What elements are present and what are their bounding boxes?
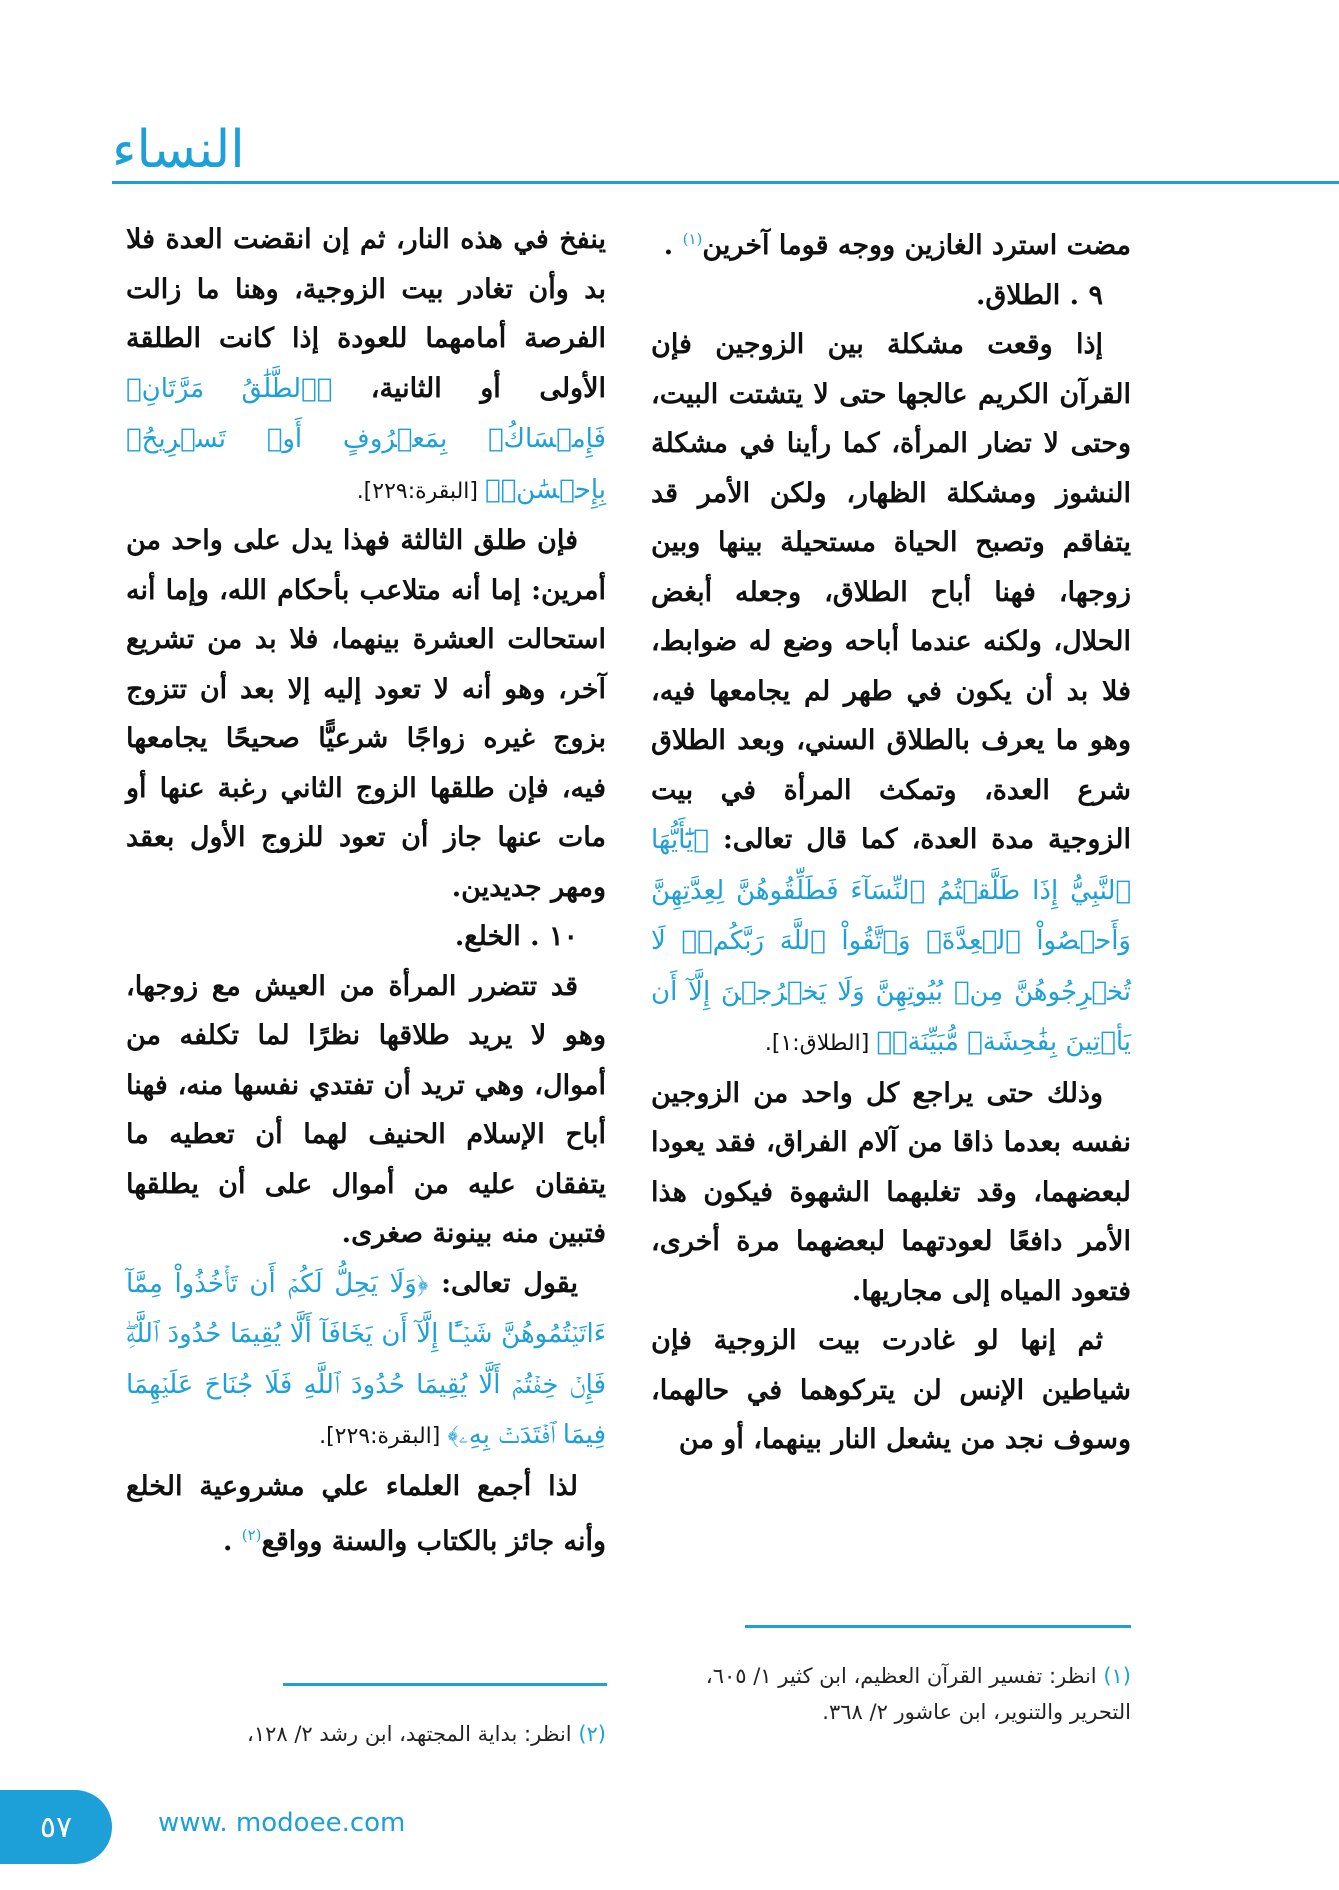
quran-verse: ﴿وَلَا يَحِلُّ لَكُمۡ أَن تَأۡخُذُواْ مِمَّآ ءَاتَيۡتُمُوهُنَّ شَيۡـًٔا إِلَّآ أَن يَخَافَآ أَلَّا يُقِيمَا حُدُودَ ٱللَّهِۖ فَإِنۡ خِفۡتُمۡ أَلَّا يُقِيمَا حُدُودَ ٱللَّهِ فَلَا جُنَاحَ عَلَيۡهِمَا فِيمَا ٱفۡتَدَتۡ بِهِۦ﴾ — [126, 1268, 606, 1450]
paragraph: قد تتضرر المرأة من العيش مع زوجها، وهو لا يريد طلاقها نظرًا لما تكلفه من أموال، وهي تريد أن تفتدي نفسها منه، فهنا أباح الإسلام الحنيف لهما أن تعطيه ما يتفقان عليه من أموال على أن يطلقها فتبين منه بينونة صغرى. — [126, 970, 606, 1249]
section-heading-khul: ١٠ . الخلع. — [454, 921, 578, 952]
paragraph-text: إذا وقعت مشكلة بين الزوجين فإن القرآن الكريم عالجها حتى لا يتشتت البيت، وحتى لا تضار المرأة، كما رأينا في مشكلة النشوز ومشكلة الظهار، ولكن الأمر قد يتفاقم وتصبح الحياة مستحيلة بينها وبين زوجها، فهنا أباح الطلاق، وجعله أبغض الحلال، ولكنه عندما أباحه وضع له ضوابط، فلا بد أن يكون في طهر لم يجامعها فيه، وهو ما يعرف بالطلاق السني، وبعد الطلاق شرع العدة، وتمكث المرأة في بيت الزوجية مدة العدة، كما قال تعالى: — [651, 329, 1131, 855]
footnote-text: انظر: تفسير القرآن العظيم، ابن كثير ١/ ٦٠٥، التحرير والتنوير، ابن عاشور ٢/ ٣٦٨. — [705, 1664, 1131, 1724]
quran-verse: ﴿يَٰٓأَيُّهَا ٱلنَّبِيُّ إِذَا طَلَّقۡتُمُ ٱلنِّسَآءَ فَطَلِّقُوهُنَّ لِعِدَّتِهِنَّ وَأَحۡصُواْ ٱلۡعِدَّةَۖ وَٱتَّقُواْ ٱللَّهَ رَبَّكُمۡۖ لَا تُخۡرِجُوهُنَّ مِنۢ بُيُوتِهِنَّ وَلَا يَخۡرُجۡنَ إِلَّآ أَن يَأۡتِينَ بِفَٰحِشَةٖ مُّبَيِّنَةٖ﴾ — [651, 825, 1131, 1057]
paragraph: ثم إنها لو غادرت بيت الزوجية فإن شياطين الإنس لن يتركوهما في حالهما، وسوف نجد من يشعل النار بينهما، أو من — [651, 1325, 1131, 1455]
paragraph — [126, 215, 606, 516]
footnote-ref-2[interactable]: (٢) — [241, 1526, 262, 1544]
paragraph-text: لذا أجمع العلماء علي مشروعية الخلع وأنه جائز بالكتاب والسنة وواقع — [126, 1470, 606, 1557]
paragraph-end: . — [663, 230, 683, 261]
paragraph: فإن طلق الثالثة فهذا يدل على واحد من أمرين: إما أنه متلاعب بأحكام الله، وإما أنه استحالت العشرة بينهما، فلا بد من تشريع آخر، وهو أنه لا تعود إليه إلا بعد أن تتزوج بزوج غيره زواجًا شرعيًّا صحيحًا يجامعها فيه، فإن طلقها الزوج الثاني رغبة عنها أو مات عنها جاز أن تعود للزوج الأول بعقد ومهر جديدين. — [126, 525, 606, 903]
footnote-divider — [745, 1625, 1131, 1628]
footnote-2 — [126, 1716, 606, 1752]
quran-verse: ﴿ٱلطَّلَٰقُ مَرَّتَانِۖ فَإِمۡسَاكُۢ بِمَعۡرُوفٍ أَوۡ تَسۡرِيحُۢ بِإِحۡسَٰنٖ﴾ — [126, 373, 606, 505]
footnote-divider — [283, 1683, 607, 1686]
verse-reference: [البقرة:٢٢٩]. — [319, 1424, 448, 1449]
header-divider — [112, 181, 1339, 184]
paragraph — [126, 1462, 606, 1567]
website-link[interactable]: www. modoee.com — [158, 1808, 406, 1838]
paragraph-text: ينفخ في هذه النار، ثم إن انقضت العدة فلا بد وأن تغادر بيت الزوجية، وهنا ما زالت الفرصة أمامهما للعودة إذا كانت الطلقة الأولى أو الثانية، — [126, 224, 606, 404]
verse-reference: [البقرة:٢٢٩]. — [356, 478, 485, 504]
footnote-number: (١) — [1103, 1664, 1131, 1688]
footnote-ref-1[interactable]: (١) — [682, 230, 703, 248]
paragraph: وذلك حتى يراجع كل واحد من الزوجين نفسه بعدما ذاقا من آلام الفراق، فقد يعودا لبعضهما، وقد تغلبهما الشهوة فيكون هذا الأمر دافعًا لعودتهما لبعضهما مرة أخرى، فتعود المياه إلى مجاريها. — [651, 1077, 1131, 1307]
paragraph-text: مضت استرد الغازين ووجه قوما آخرين — [702, 230, 1131, 261]
page-number: ٥٧ — [0, 1790, 112, 1864]
left-column — [126, 215, 606, 1567]
paragraph — [651, 320, 1131, 1069]
footnote-number: (٢) — [578, 1722, 606, 1746]
paragraph-text: يقول تعالى: — [428, 1267, 578, 1299]
chapter-title: النساء — [112, 120, 245, 180]
section-heading-talaq: ٩ . الطلاق. — [975, 279, 1103, 311]
right-column — [651, 215, 1131, 1465]
footnote-text: انظر: بداية المجتهد، ابن رشد ٢/ ١٢٨، — [247, 1722, 579, 1746]
paragraph-end: . — [222, 1526, 242, 1557]
footnote-1 — [651, 1658, 1131, 1730]
verse-reference: [الطلاق:١]. — [764, 1031, 877, 1056]
paragraph — [126, 1259, 606, 1462]
paragraph — [651, 215, 1131, 271]
